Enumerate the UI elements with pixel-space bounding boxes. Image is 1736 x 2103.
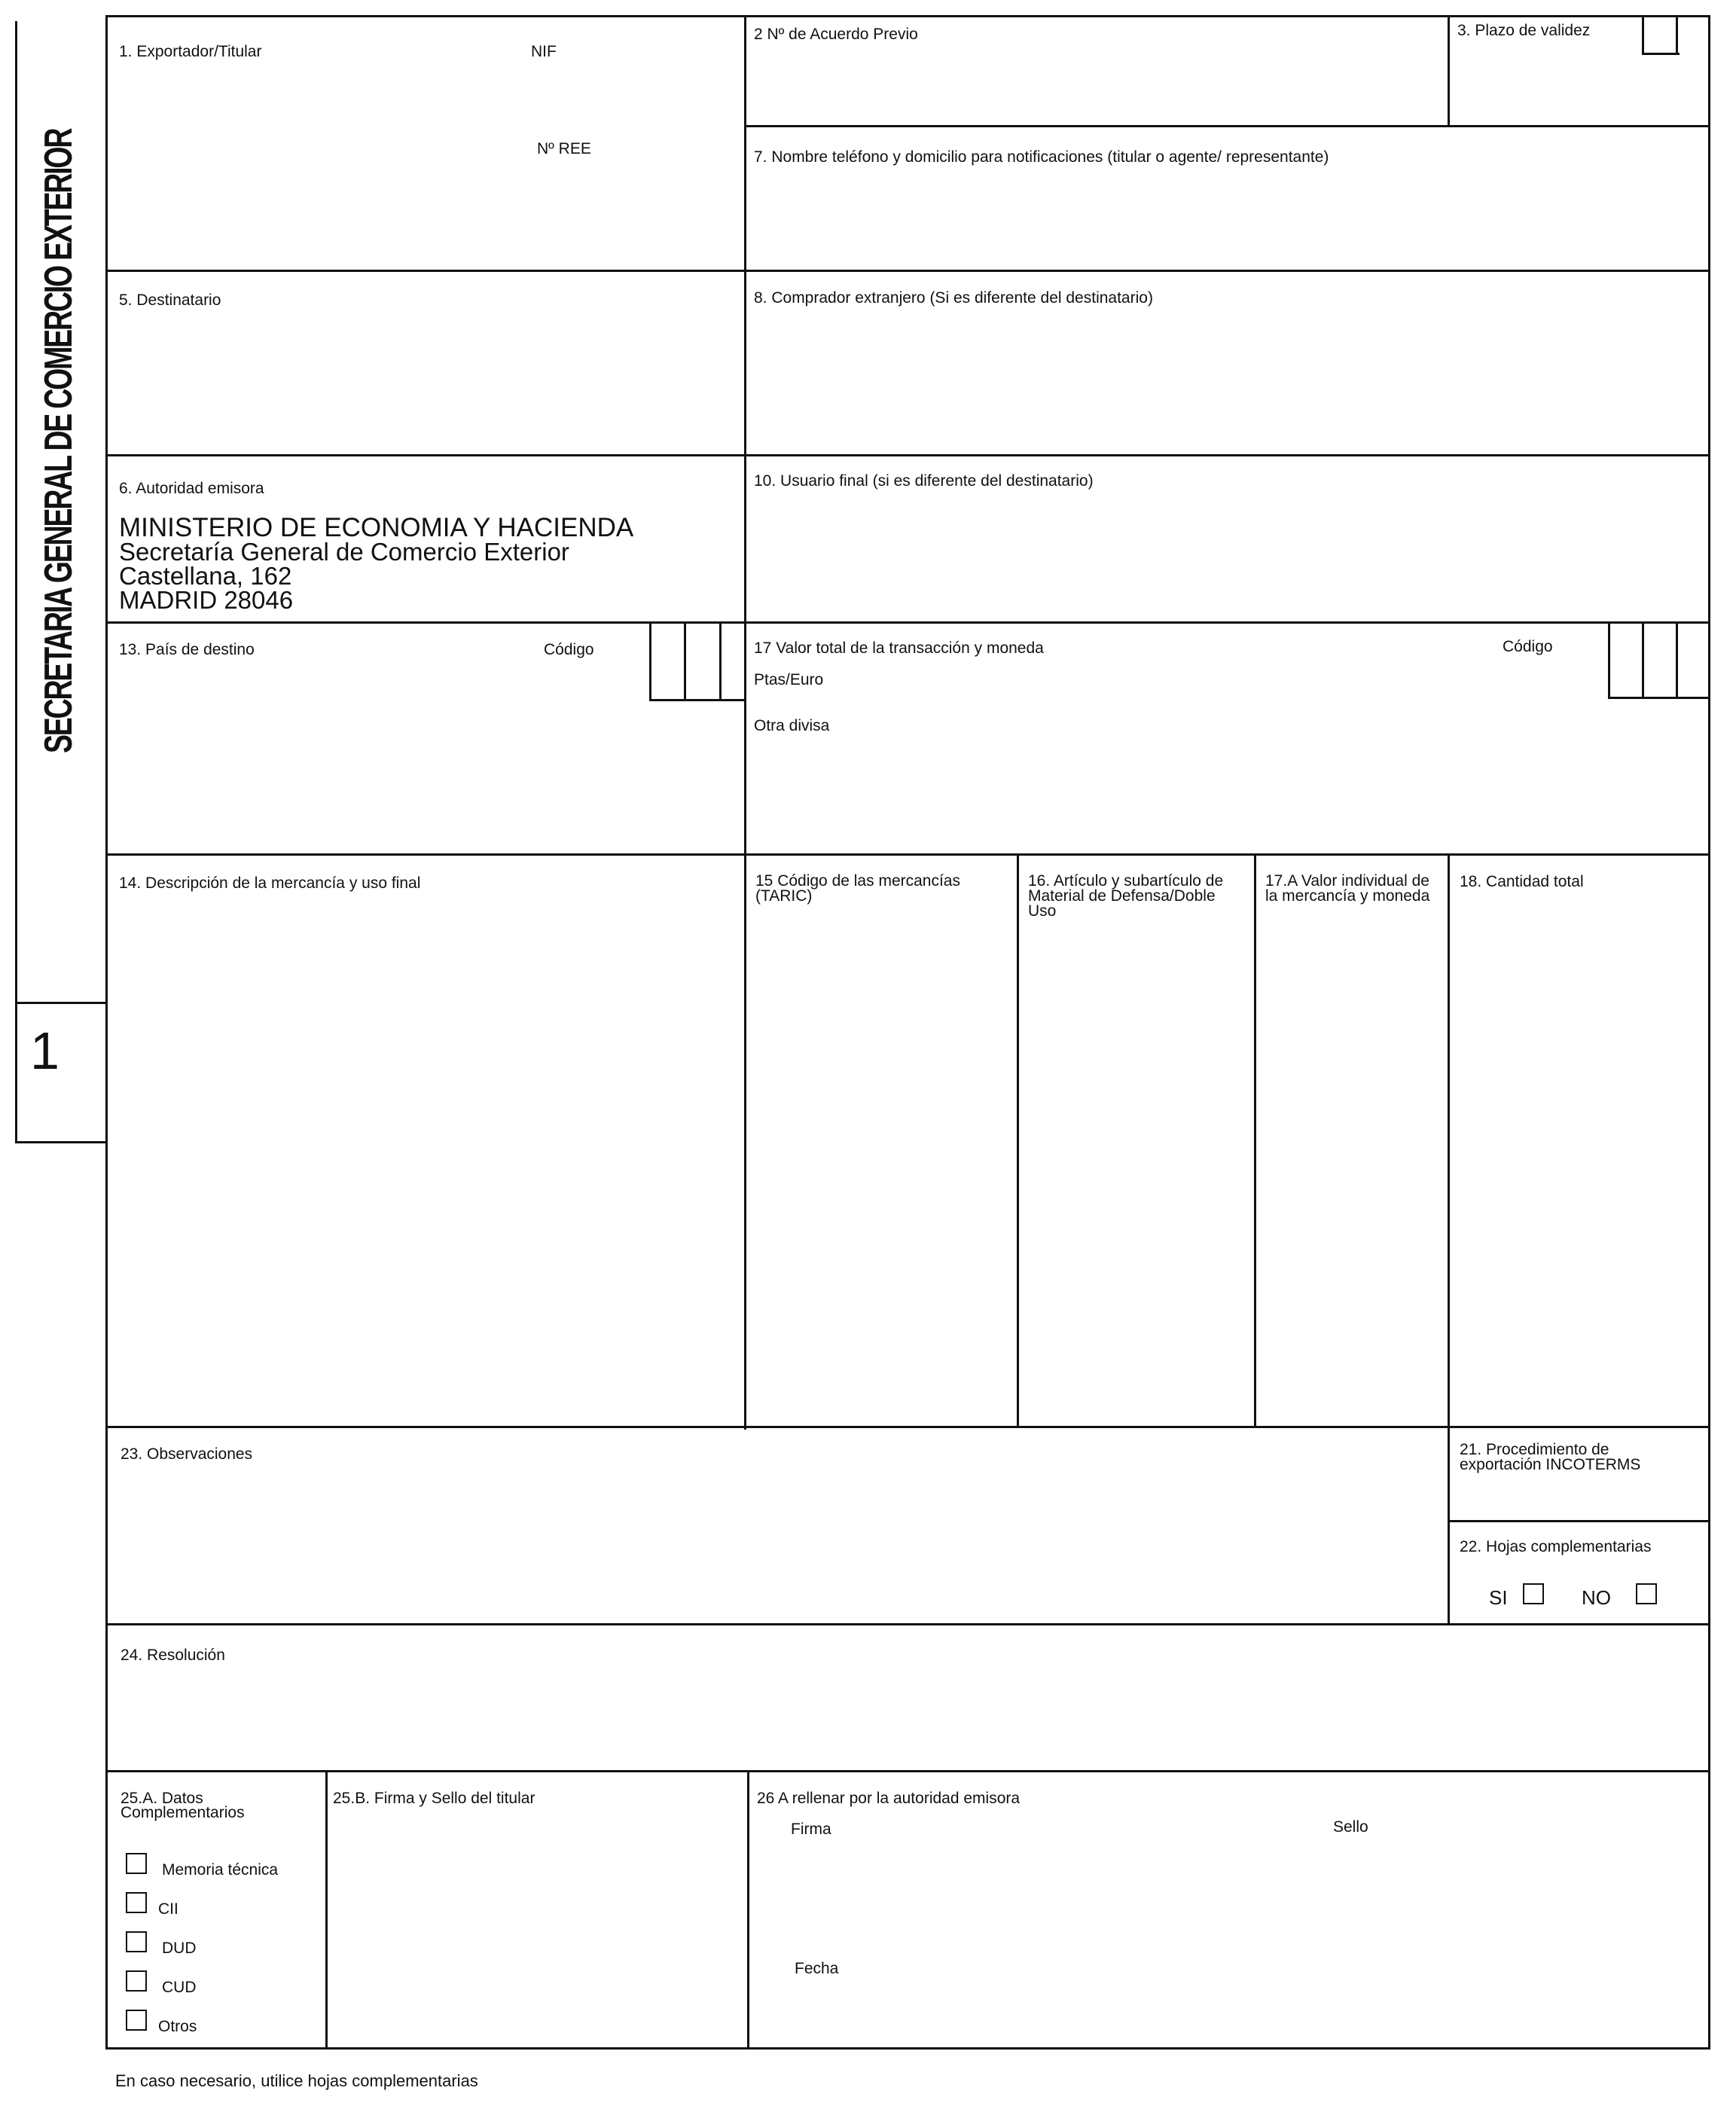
issuing-authority-address [119,513,634,614]
unit-value-label: 17.A Valor individual de la mercancía y moneda [1265,872,1430,905]
consignee-label: 5. Destinatario [119,291,221,309]
total-value-label: 17 Valor total de la transacción y moneda [754,639,1044,657]
validity-label: 3. Plazo de validez [1457,22,1591,39]
otros-checkbox[interactable] [126,2010,147,2031]
currency-code-label: Código [1503,638,1553,655]
observations-label: 23. Observaciones [121,1445,253,1463]
seal-label: Sello [1333,1818,1368,1836]
no-checkbox[interactable] [1636,1583,1657,1604]
end-user-label: 10. Usuario final (si es diferente del destinatario) [754,472,1094,490]
memoria-tecnica-checkbox[interactable] [126,1853,147,1874]
incoterms-label: 21. Procedimiento de exportación INCOTERMS [1460,1441,1641,1473]
prior-agreement-label: 2 Nº de Acuerdo Previo [754,26,918,43]
authority-line-1: MINISTERIO DE ECONOMIA Y HACIENDA [119,513,634,542]
goods-description-label: 14. Descripción de la mercancía y uso final [119,874,421,892]
nif-label: NIF [531,43,557,60]
copy-number: 1 [30,1021,59,1080]
checklist-item: CUD [162,1979,197,1996]
sidebar-title: SECRETARIA GENERAL DE COMERCIO EXTERIOR [37,129,81,753]
destination-country-label: 13. País de destino [119,641,255,658]
resolution-label: 24. Resolución [121,1647,225,1664]
other-currency-label: Otra divisa [754,717,830,734]
dud-checkbox[interactable] [126,1931,147,1952]
supplementary-sheets-label: 22. Hojas complementarias [1460,1538,1652,1555]
cii-checkbox[interactable] [126,1892,147,1913]
notification-contact-label: 7. Nombre teléfono y domicilio para notificaciones (titular o agente/ representante) [754,148,1329,166]
issuing-authority-label: 6. Autoridad emisora [119,480,264,497]
no-label: NO [1582,1586,1611,1609]
complementary-data-label: 25.A. Datos Complementarios [121,1790,245,1821]
checklist-item: Otros [158,2018,197,2035]
signature-label: Firma [791,1821,831,1838]
foreign-buyer-label: 8. Comprador extranjero (Si es diferente del destinatario) [754,289,1153,307]
footnote: En caso necesario, utilice hojas complementarias [115,2071,478,2090]
yes-checkbox[interactable] [1523,1583,1544,1604]
total-quantity-label: 18. Cantidad total [1460,873,1584,890]
checklist-item: Memoria técnica [162,1861,279,1879]
authority-line-4: MADRID 28046 [119,586,294,614]
nree-label: Nº REE [537,140,591,157]
holder-signature-label: 25.B. Firma y Sello del titular [333,1790,535,1807]
country-code-label: Código [544,641,594,658]
authority-line-2: Secretaría General de Comercio Exterior [119,538,569,566]
date-label: Fecha [795,1960,839,1977]
checklist-item: CII [158,1900,178,1918]
taric-code-label: 15 Código de las mercancías (TARIC) [755,872,960,905]
authority-section-label: 26 A rellenar por la autoridad emisora [757,1790,1021,1807]
authority-line-3: Castellana, 162 [119,562,292,590]
article-label: 16. Artículo y subartículo de Material de Defensa/Doble Uso [1028,872,1224,920]
exporter-label: 1. Exportador/Titular [119,43,262,60]
cud-checkbox[interactable] [126,1970,147,1992]
checklist-item: DUD [162,1940,197,1957]
ptas-euro-label: Ptas/Euro [754,671,824,688]
yes-label: SI [1489,1586,1508,1609]
